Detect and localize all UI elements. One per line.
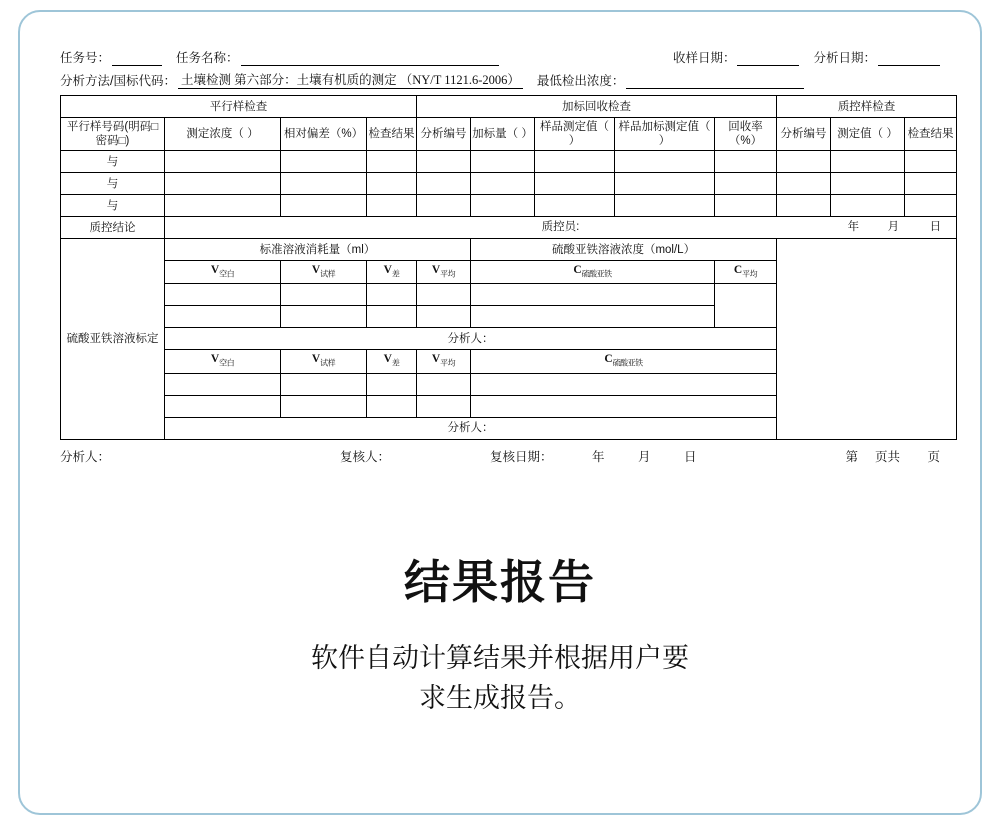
footer-page-mid: 页共 (874, 449, 900, 464)
table-row[interactable] (61, 151, 957, 173)
col-spike-amount: 加标量（ ） (471, 118, 535, 151)
col-measured-conc: 测定浓度（ ） (165, 118, 281, 151)
cell-recovery[interactable] (715, 173, 777, 195)
col-parallel-no: 平行样号码(明码□ 密码□) (61, 118, 165, 151)
cell-v-avg[interactable] (417, 395, 471, 417)
cell-qc-result[interactable] (905, 173, 957, 195)
cell-qc-result[interactable] (905, 151, 957, 173)
cell-sample-measured[interactable] (535, 195, 615, 217)
cell-recovery[interactable] (715, 195, 777, 217)
col-check-result: 检查结果 (367, 118, 417, 151)
cell-spike-amount[interactable] (471, 151, 535, 173)
cell-measured-conc[interactable] (165, 151, 281, 173)
cell-v-sample[interactable] (281, 395, 367, 417)
symbol-c-ferrous: $C_{硫酸亚铁}$ (471, 261, 715, 284)
symbol-v-avg: $V_{平均}$ (417, 261, 471, 284)
qc-conclusion-label: 质控结论 (61, 217, 165, 239)
cell-v-blank[interactable] (165, 395, 281, 417)
qc-form (60, 50, 954, 465)
caption-description (190, 638, 810, 718)
cell-v-diff[interactable] (367, 306, 417, 328)
row-marker: 与 (61, 195, 165, 217)
symbol-c-avg: $C_{平均}$ (715, 261, 777, 284)
footer-page-suffix: 页 (927, 449, 940, 464)
col-sample-measured: 样品测定值（ ） (535, 118, 615, 151)
cell-v-blank[interactable] (165, 284, 281, 306)
qc-officer-label: 质控员: (541, 220, 580, 233)
standard-section-label: 硫酸亚铁溶液标定 (61, 239, 165, 440)
cell-c-ferrous[interactable] (471, 284, 715, 306)
col-qc-result: 检查结果 (905, 118, 957, 151)
form-header-row-2 (60, 72, 940, 89)
symbol-v-sample: $V_{试样}$ (281, 261, 367, 284)
sample-date-field[interactable] (737, 51, 799, 66)
cell-v-blank[interactable] (165, 306, 281, 328)
cell-recovery[interactable] (715, 151, 777, 173)
symbol-v-blank: $V_{空白}$ (165, 350, 281, 373)
standard-section-blank (777, 239, 957, 440)
row-marker: 与 (61, 173, 165, 195)
footer-day: 日 (684, 449, 697, 464)
qc-date-day: 日 (929, 220, 942, 233)
col-spiked-measured: 样品加标测定值（ ） (615, 118, 715, 151)
symbol-v-diff: $V_差$ (367, 350, 417, 373)
standard-section-header-row (61, 239, 957, 261)
cell-v-diff[interactable] (367, 373, 417, 395)
col-analysis-no: 分析编号 (417, 118, 471, 151)
analyst-label-2[interactable]: 分析人： (165, 417, 777, 439)
cell-c-avg[interactable] (715, 284, 777, 328)
cell-c-ferrous[interactable] (471, 373, 777, 395)
cell-qc-measured[interactable] (831, 173, 905, 195)
qc-date-month: 月 (887, 220, 900, 233)
cell-check-result[interactable] (367, 173, 417, 195)
cell-v-sample[interactable] (281, 373, 367, 395)
cell-check-result[interactable] (367, 151, 417, 173)
caption-block (20, 552, 980, 718)
symbol-v-avg: $V_{平均}$ (417, 350, 471, 373)
task-no-field[interactable] (112, 51, 162, 66)
cell-v-diff[interactable] (367, 284, 417, 306)
footer-month: 月 (638, 449, 651, 464)
detection-limit-field[interactable] (626, 74, 804, 89)
conc-header: 硫酸亚铁溶液浓度（mol/L） (471, 239, 777, 261)
form-footer (60, 447, 940, 465)
table-column-header-row (61, 118, 957, 151)
cell-sample-measured[interactable] (535, 173, 615, 195)
group-header-parallel: 平行样检查 (61, 96, 417, 118)
qc-table (60, 95, 957, 440)
cell-c-ferrous[interactable] (471, 306, 715, 328)
cell-measured-conc[interactable] (165, 173, 281, 195)
cell-v-avg[interactable] (417, 373, 471, 395)
cell-qc-measured[interactable] (831, 151, 905, 173)
cell-v-sample[interactable] (281, 284, 367, 306)
cell-c-ferrous[interactable] (471, 395, 777, 417)
footer-analyst: 分析人： (60, 449, 111, 464)
page-title: 结果报告 (404, 556, 596, 608)
qc-conclusion-cell[interactable] (165, 217, 957, 239)
qc-conclusion-row (61, 217, 957, 239)
symbol-v-diff: $V_差$ (367, 261, 417, 284)
cell-qc-analysis-no[interactable] (777, 173, 831, 195)
analysis-date-field[interactable] (878, 51, 940, 66)
cell-spike-amount[interactable] (471, 195, 535, 217)
group-header-qc: 质控样检查 (777, 96, 957, 118)
analyst-label-1[interactable]: 分析人： (165, 328, 777, 350)
symbol-v-blank: $V_{空白}$ (165, 261, 281, 284)
cell-v-diff[interactable] (367, 395, 417, 417)
table-row[interactable] (61, 195, 957, 217)
task-no-label: 任务号： (60, 51, 111, 65)
cell-check-result[interactable] (367, 195, 417, 217)
cell-spiked-measured[interactable] (615, 195, 715, 217)
row-marker: 与 (61, 151, 165, 173)
cell-v-avg[interactable] (417, 306, 471, 328)
cell-qc-result[interactable] (905, 195, 957, 217)
cell-spike-amount[interactable] (471, 173, 535, 195)
cell-analysis-no[interactable] (417, 151, 471, 173)
method-value: 土壤检测 第六部分：土壤有机质的测定 （NY/T 1121.6-2006） (178, 72, 523, 89)
footer-reviewer: 复核人： (340, 449, 391, 464)
caption-line-1: 软件自动计算结果并根据用户要 (311, 643, 689, 673)
sample-date-label: 收样日期： (672, 51, 736, 65)
cell-qc-analysis-no[interactable] (777, 195, 831, 217)
detection-limit-label: 最低检出浓度： (536, 74, 625, 88)
cell-v-avg[interactable] (417, 284, 471, 306)
col-rel-dev: 相对偏差（%） (281, 118, 367, 151)
cell-rel-dev[interactable] (281, 151, 367, 173)
analysis-date-label: 分析日期： (813, 51, 876, 65)
caption-line-2: 求生成报告。 (419, 683, 581, 713)
group-header-spike: 加标回收检查 (417, 96, 777, 118)
form-header-row-1 (60, 50, 940, 66)
footer-review-date: 复核日期： (490, 449, 553, 464)
cell-analysis-no[interactable] (417, 195, 471, 217)
cell-v-blank[interactable] (165, 373, 281, 395)
cell-qc-analysis-no[interactable] (777, 151, 831, 173)
cell-rel-dev[interactable] (281, 195, 367, 217)
symbol-v-sample: $V_{试样}$ (281, 350, 367, 373)
cell-measured-conc[interactable] (165, 195, 281, 217)
table-group-header-row (61, 96, 957, 118)
footer-page-prefix: 第 (845, 449, 858, 464)
table-row[interactable] (61, 173, 957, 195)
task-name-field[interactable] (241, 51, 499, 66)
col-qc-analysis-no: 分析编号 (777, 118, 831, 151)
cell-v-sample[interactable] (281, 306, 367, 328)
cell-spiked-measured[interactable] (615, 151, 715, 173)
symbol-c-ferrous: $C_{硫酸亚铁}$ (471, 350, 777, 373)
cell-spiked-measured[interactable] (615, 173, 715, 195)
report-card (18, 10, 982, 815)
qc-date-year: 年 (847, 220, 860, 233)
method-label: 分析方法/国标代码： (60, 74, 176, 88)
cell-sample-measured[interactable] (535, 151, 615, 173)
cell-rel-dev[interactable] (281, 173, 367, 195)
consume-header: 标准溶液消耗量（ml） (165, 239, 471, 261)
cell-qc-measured[interactable] (831, 195, 905, 217)
col-qc-measured: 测定值（ ） (831, 118, 905, 151)
col-recovery: 回收率（%） (715, 118, 777, 151)
task-name-label: 任务名称： (176, 51, 239, 65)
footer-year: 年 (592, 449, 605, 464)
cell-analysis-no[interactable] (417, 173, 471, 195)
